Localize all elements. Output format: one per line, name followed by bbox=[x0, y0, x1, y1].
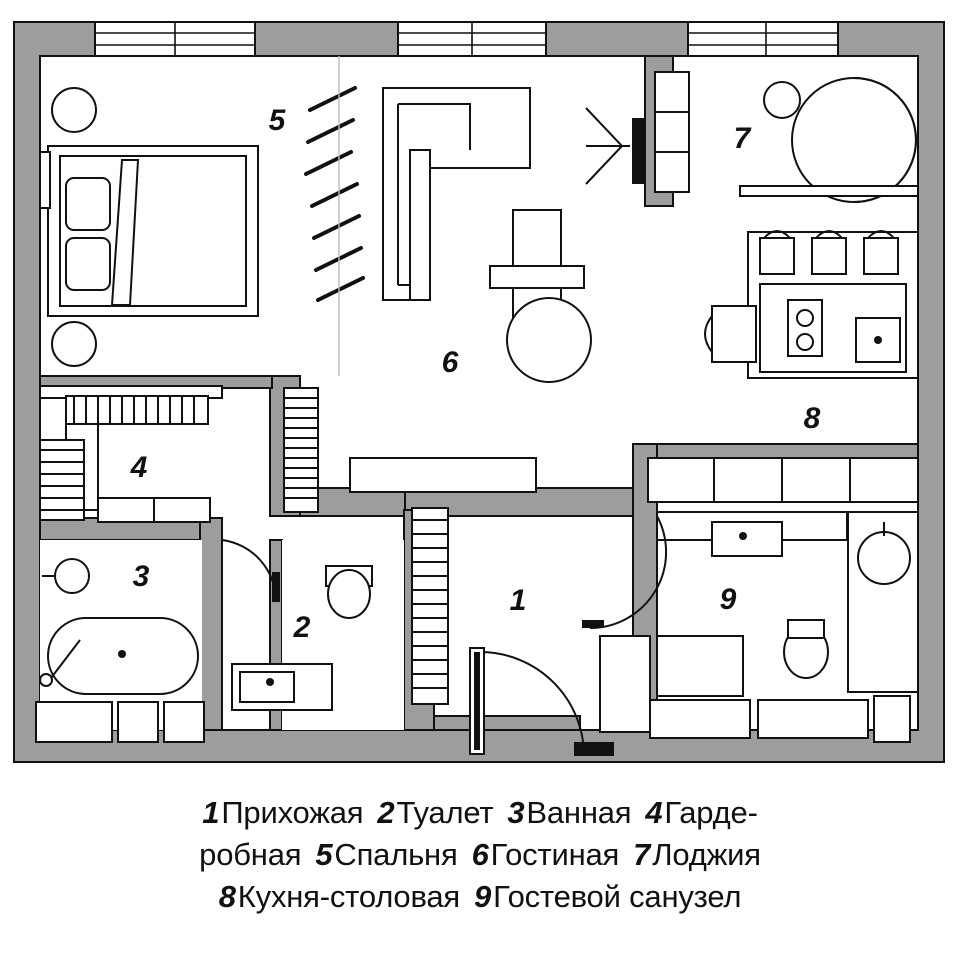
legend-name: Гостевой санузел bbox=[493, 879, 742, 914]
room-living-furniture bbox=[350, 88, 644, 492]
legend-name: робная bbox=[199, 837, 302, 872]
legend-name: Гарде- bbox=[664, 795, 758, 830]
room-loggia-furniture bbox=[655, 72, 918, 202]
legend-number: 8 bbox=[218, 879, 236, 914]
room-number-8: 8 bbox=[803, 402, 821, 435]
legend-number: 9 bbox=[474, 879, 492, 914]
legend-number: 6 bbox=[471, 837, 489, 872]
room-bedroom-furniture bbox=[40, 56, 363, 376]
legend-number: 3 bbox=[507, 795, 525, 830]
legend-number: 2 bbox=[377, 795, 395, 830]
room-number-2: 2 bbox=[293, 611, 311, 644]
legend-number: 5 bbox=[315, 837, 333, 872]
legend-name: Лоджия bbox=[652, 837, 761, 872]
room-toilet-furniture bbox=[222, 540, 404, 730]
legend-name: Ванная bbox=[526, 795, 632, 830]
legend-name: Гостиная bbox=[490, 837, 620, 872]
room-number-3: 3 bbox=[132, 560, 150, 593]
legend-line bbox=[0, 792, 960, 834]
legend-name: Туалет bbox=[396, 795, 494, 830]
legend-line bbox=[0, 876, 960, 918]
room-kitchen-furniture bbox=[648, 231, 918, 502]
legend-number: 4 bbox=[645, 795, 663, 830]
legend-number: 1 bbox=[202, 795, 220, 830]
legend-name: Спальня bbox=[334, 837, 458, 872]
legend-name: Кухня-столовая bbox=[237, 879, 461, 914]
legend-name: Прихожая bbox=[221, 795, 364, 830]
room-number-9: 9 bbox=[719, 583, 737, 616]
room-bathroom-furniture bbox=[36, 540, 204, 742]
room-number-5: 5 bbox=[268, 104, 286, 137]
room-number-7: 7 bbox=[733, 122, 751, 155]
room-number-6: 6 bbox=[441, 346, 459, 379]
legend-number: 7 bbox=[633, 837, 651, 872]
room-number-1: 1 bbox=[509, 584, 527, 617]
room-number-4: 4 bbox=[130, 451, 148, 484]
legend bbox=[0, 792, 960, 918]
legend-line bbox=[0, 834, 960, 876]
